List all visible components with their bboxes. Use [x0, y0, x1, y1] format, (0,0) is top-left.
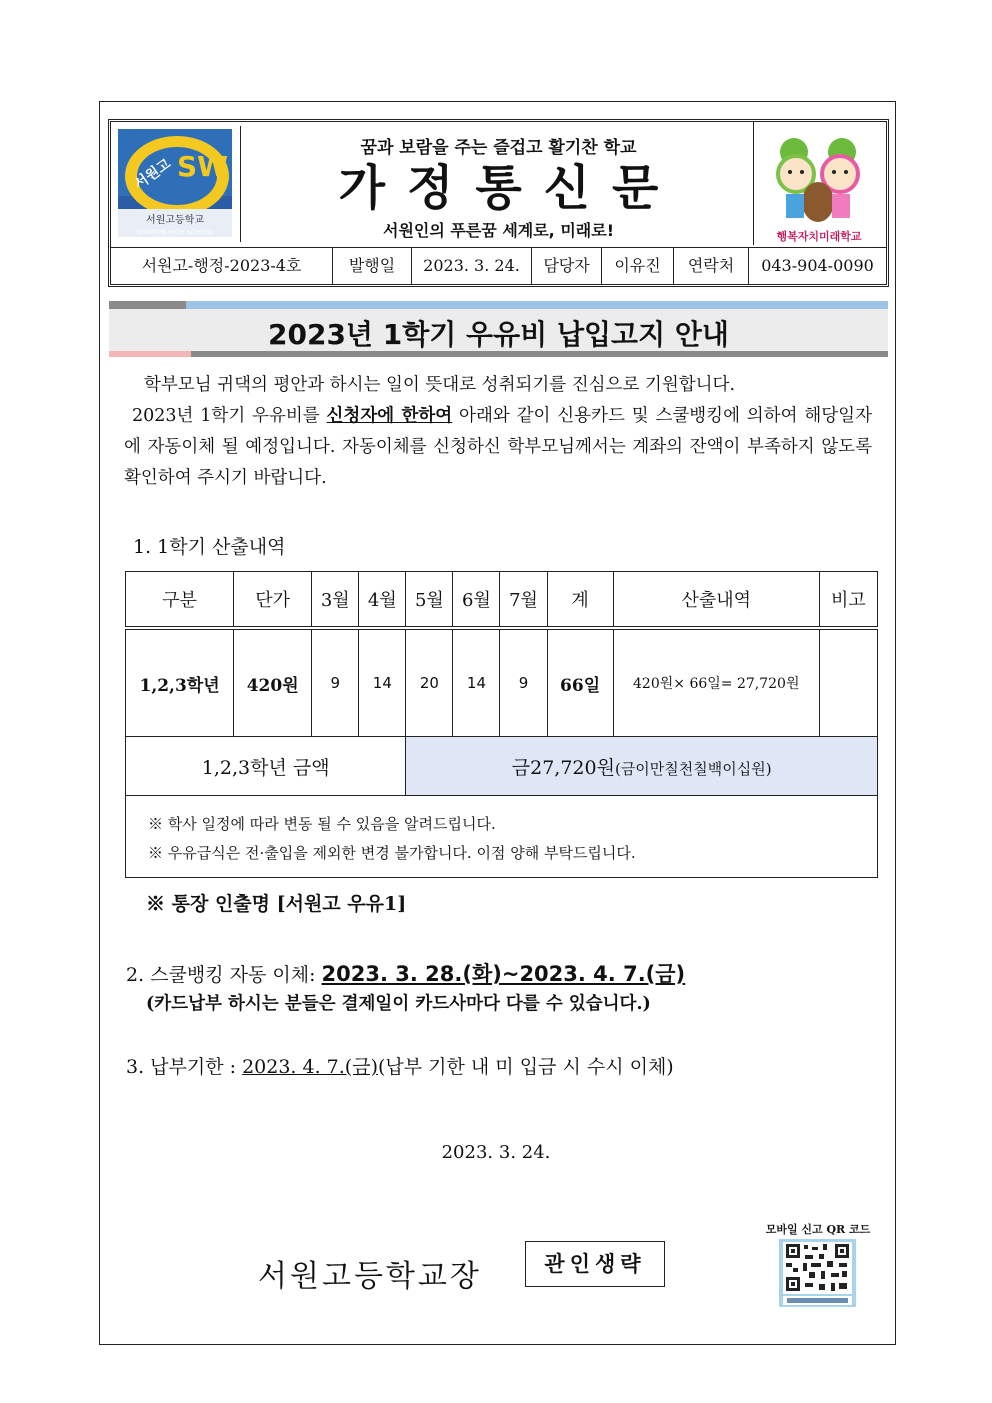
payment-deadline: 2023. 4. 7.(금)	[242, 1056, 378, 1078]
qr-code-image	[779, 1239, 856, 1307]
header-cell: 6월	[453, 572, 500, 629]
note-item: ※ 우유급식은 전·출입을 제외한 변경 불가합니다. 이점 양해 부탁드립니다.	[148, 844, 636, 862]
intro-line-1: 학부모님 귀댁의 평안과 하시는 일이 뜻대로 성취되기를 진심으로 기원합니다.	[144, 375, 736, 395]
section-2: 2. 스쿨뱅킹 자동 이체: 2023. 3. 28.(화)~2023. 4. 7.(금)	[126, 962, 686, 986]
staff-label: 담당자	[532, 248, 602, 285]
header-cell: 단가	[234, 572, 312, 629]
auto-transfer-dates: 2023. 3. 28.(화)~2023. 4. 7.(금)	[321, 962, 686, 986]
section-1-heading: 1. 1학기 산출내역	[133, 536, 286, 558]
issue-date: 2023. 3. 24.	[412, 248, 532, 285]
mascot-image	[753, 122, 886, 245]
school-logo	[115, 126, 241, 242]
school-slogan: 꿈과 보람을 주는 즐겁고 활기찬 학교	[360, 138, 637, 158]
header-cell: 7월	[500, 572, 547, 629]
staff-name: 이유진	[602, 248, 674, 285]
card-payment-note: (카드납부 하시는 분들은 결제일이 카드사마다 다를 수 있습니다.)	[146, 994, 651, 1014]
month-cell: 9	[500, 628, 547, 737]
header-cell: 구분	[126, 572, 234, 629]
document-date: 2023. 3. 24.	[441, 1142, 551, 1163]
title-banner	[109, 301, 888, 357]
header-cell: 계	[547, 572, 613, 629]
sum-value-korean: (금이만칠천칠백이십원)	[614, 759, 772, 778]
school-motto: 서원인의 푸른꿈 세계로, 미래로!	[382, 221, 614, 240]
header-cell: 산출내역	[613, 572, 819, 629]
intro-paragraph	[124, 370, 872, 494]
calculation-cell: 420원× 66일= 27,720원	[613, 628, 819, 737]
fee-calculation-table	[125, 571, 878, 796]
header-cell: 5월	[406, 572, 453, 629]
applicant-only-emphasis: 신청자에 한하여	[326, 406, 453, 426]
sum-value: 금27,720원(금이만칠천칠백이십원)	[406, 737, 878, 796]
qr-code-label: 모바일 신고 QR 코드	[765, 1223, 871, 1236]
svg-text:SEOWON HIGH SCHOOL: SEOWON HIGH SCHOOL	[135, 228, 215, 236]
account-withdrawal-name: ※ 통장 인출명 [서원고 우유1]	[146, 893, 407, 915]
table-header-row	[126, 572, 878, 629]
svg-text:서원고등학교: 서원고등학교	[146, 215, 204, 226]
page-title: 2023년 1학기 우유비 납입고지 안내	[268, 318, 729, 351]
newsletter-title: 가정통신문	[338, 160, 681, 216]
intro-body: 2023년 1학기 우유비를 신청자에 한하여 아래와 같이 신용카드 및 스쿨뱅킹에 의하여 해당일자에 자동이체 될 예정입니다. 자동이체를 신청하신 학부모님께서는 계좌의 잔액이 부족하지 않도록 확인하여 주시기 바랍니다.	[124, 406, 872, 488]
month-cell: 9	[312, 628, 359, 737]
svg-text:SW: SW	[177, 150, 229, 183]
sum-label: 1,2,3학년 금액	[126, 737, 406, 796]
section-3: 3. 납부기한 : 2023. 4. 7.(금)(납부 기한 내 미 입금 시 수시 이체)	[126, 1056, 674, 1078]
header-cell: 3월	[312, 572, 359, 629]
month-cell: 14	[453, 628, 500, 737]
remarks-cell	[819, 628, 877, 737]
doc-info-row	[111, 247, 886, 285]
header-cell: 4월	[359, 572, 406, 629]
month-cell: 14	[359, 628, 406, 737]
mascot-caption: 행복자치미래학교	[776, 230, 862, 243]
svg-text:서원고: 서원고	[131, 156, 175, 193]
official-seal-box: 관인생략	[525, 1241, 665, 1287]
table-notes	[125, 796, 878, 878]
note-item: ※ 학사 일정에 따라 변동 될 수 있음을 알려드립니다.	[148, 815, 496, 833]
header-cell: 비고	[819, 572, 877, 629]
contact-label: 연락처	[674, 248, 749, 285]
month-cell: 20	[406, 628, 453, 737]
newsletter-header	[108, 119, 889, 287]
contact-phone: 043-904-0090	[761, 256, 874, 275]
total-days-cell: 66일	[547, 628, 613, 737]
table-row	[126, 628, 878, 737]
principal-name: 서원고등학교장	[258, 1259, 482, 1294]
issue-date-label: 발행일	[333, 248, 412, 285]
grade-cell: 1,2,3학년	[126, 628, 234, 737]
doc-number: 서원고-행정-2023-4호	[111, 248, 333, 285]
unit-price-cell: 420원	[234, 628, 312, 737]
sum-row	[126, 737, 878, 796]
